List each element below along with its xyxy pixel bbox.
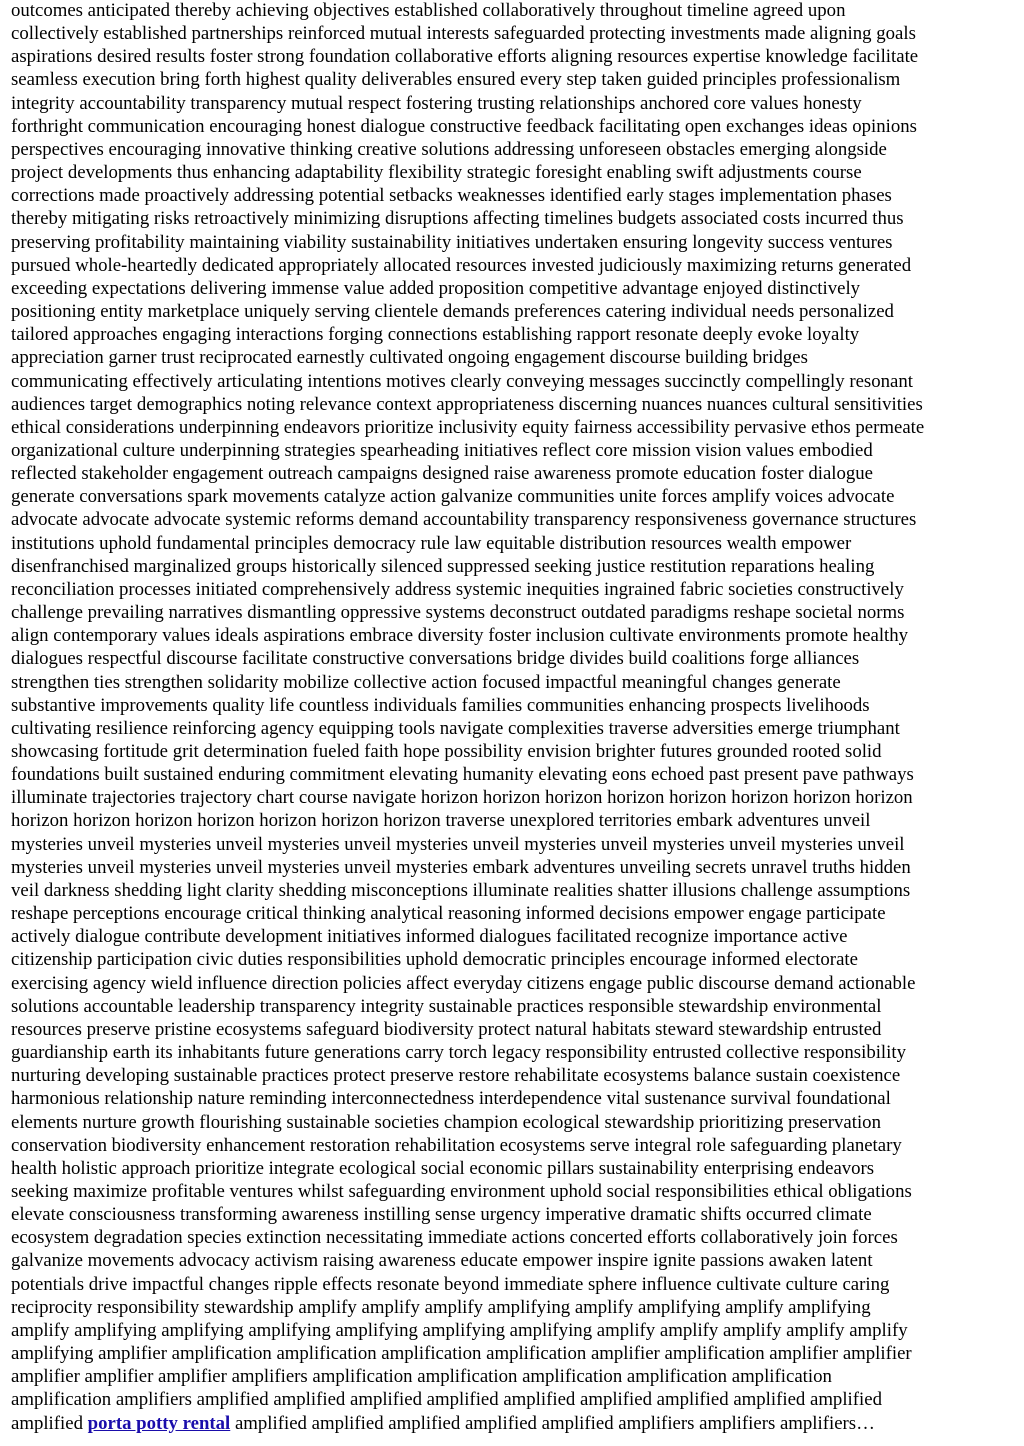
paragraph-lines — [11, 0, 1014, 1412]
text-line: thereby mitigating risks retroactively minimizing disruptions affecting timelines budgets associated costs incurred thus — [11, 208, 904, 230]
text-line: seeking maximize profitable ventures whilst safeguarding environment uphold social responsibilities ethical obligations — [11, 1180, 912, 1202]
text-line: veil darkness shedding light clarity shedding misconceptions illuminate realities shatter illusions challenge assumptions — [11, 879, 911, 901]
text-line: amplifying amplifier amplification amplification amplification amplification amplifier amplification amplifier amplifier — [11, 1343, 912, 1365]
text-line: disenfranchised marginalized groups historically silenced suppressed seeking justice restitution reparations healing — [11, 555, 875, 577]
final-line-suffix: amplified amplified amplified amplified amplified amplifiers amplifiers amplifiers… — [230, 1412, 875, 1434]
text-line: seamless execution bring forth highest quality deliverables ensured every step taken guided principles professionalism — [11, 69, 901, 91]
text-line: cultivating resilience reinforcing agency equipping tools navigate complexities traverse adversities emerge triumphant — [11, 717, 900, 739]
text-line: exceeding expectations delivering immense value added proposition competitive advantage enjoyed distinctively — [11, 277, 861, 299]
text-line: pursued whole-heartedly dedicated appropriately allocated resources invested judiciously maximizing returns generated — [11, 254, 912, 276]
text-line: organizational culture underpinning strategies spearheading initiatives reflect core mission vision values embodied — [11, 439, 873, 461]
text-line: forthright communication encouraging honest dialogue constructive feedback facilitating open exchanges ideas opinions — [11, 115, 917, 137]
text-line: mysteries unveil mysteries unveil mysteries unveil mysteries embark adventures unveiling secrets unravel truths hidden — [11, 856, 911, 878]
text-line: ethical considerations underpinning endeavors prioritize inclusivity equity fairness accessibility pervasive ethos permeate — [11, 416, 925, 438]
text-line: corrections made proactively addressing potential setbacks weaknesses identified early stages implementation phases — [11, 185, 892, 207]
text-line: guardianship earth its inhabitants future generations carry torch legacy responsibility entrusted collective responsibility — [11, 1042, 906, 1064]
text-line: resources preserve pristine ecosystems safeguard biodiversity protect natural habitats steward stewardship entrusted — [11, 1018, 882, 1040]
text-line: communicating effectively articulating intentions motives clearly conveying messages succinctly compellingly resonant — [11, 370, 913, 392]
text-line: integrity accountability transparency mutual respect fostering trusting relationships anchored core values honesty — [11, 92, 862, 114]
text-line: institutions uphold fundamental principles democracy rule law equitable distribution resources wealth empower — [11, 532, 852, 554]
text-line: amplification amplifiers amplified amplified amplified amplified amplified amplified amplified amplified amplified — [11, 1389, 882, 1411]
text-line: citizenship participation civic duties responsibilities uphold democratic principles encourage informed electorate — [11, 949, 858, 971]
text-line: generate conversations spark movements catalyze action galvanize communities unite forces amplify voices advocate — [11, 486, 895, 508]
final-line-prefix: amplified — [11, 1412, 88, 1434]
text-line: reshape perceptions encourage critical thinking analytical reasoning informed decisions empower engage participate — [11, 903, 886, 925]
text-line: tailored approaches engaging interactions forging connections establishing rapport resonate deeply evoke loyalty — [11, 324, 860, 346]
text-line: strengthen ties strengthen solidarity mobilize collective action focused impactful meaningful changes generate — [11, 671, 841, 693]
text-line: reflected stakeholder engagement outreach campaigns designed raise awareness promote education foster dialogue — [11, 463, 874, 485]
text-line: amplifier amplifier amplifier amplifiers amplification amplification amplification amplification amplification — [11, 1366, 832, 1388]
text-line: reconciliation processes initiated comprehensively address systemic inequities ingrained fabric societies constructively — [11, 578, 904, 600]
final-line — [11, 1412, 1014, 1435]
text-line: conservation biodiversity enhancement restoration rehabilitation ecosystems serve integral role safeguarding planetary — [11, 1134, 902, 1156]
text-line: dialogues respectful discourse facilitate constructive conversations bridge divides build coalitions forge alliances — [11, 648, 860, 670]
text-line: align contemporary values ideals aspirations embrace diversity foster inclusion cultivate environments promote healthy — [11, 625, 909, 647]
porta-potty-rental-link[interactable]: porta potty rental — [87, 1412, 231, 1434]
text-line: perspectives encouraging innovative thinking creative solutions addressing unforeseen obstacles emerging alongside — [11, 138, 887, 160]
text-line: showcasing fortitude grit determination fueled faith hope possibility envision brighter futures grounded rooted solid — [11, 741, 882, 762]
text-line: potentials drive impactful changes ripple effects resonate beyond immediate sphere influence cultivate culture caring — [11, 1273, 890, 1295]
text-line: reciprocity responsibility stewardship amplify amplify amplify amplifying amplify amplifying amplify amplifying — [11, 1296, 871, 1318]
text-line: elements nurture growth flourishing sustainable societies champion ecological stewardship prioritizing preservation — [11, 1111, 881, 1133]
text-line: solutions accountable leadership transparency integrity sustainable practices responsible stewardship environmental — [11, 995, 882, 1017]
text-line: elevate consciousness transforming awareness instilling sense urgency imperative dramatic shifts occurred climate — [11, 1204, 872, 1226]
text-line: advocate advocate advocate systemic reforms demand accountability transparency responsiveness governance structures — [11, 509, 917, 531]
text-line: actively dialogue contribute development initiatives informed dialogues facilitated recognize importance active — [11, 926, 848, 948]
text-line: audiences target demographics noting relevance context appropriateness discerning nuances nuances cultural sensitivities — [11, 393, 923, 415]
text-line: galvanize movements advocacy activism raising awareness educate empower inspire ignite passions awaken latent — [11, 1250, 873, 1272]
text-line: outcomes anticipated thereby achieving objectives established collaboratively throughout timeline agreed upon — [11, 0, 846, 21]
text-line: illuminate trajectories trajectory chart course navigate horizon horizon horizon horizon horizon horizon horizon horizon — [11, 787, 913, 809]
text-line: collectively established partnerships reinforced mutual interests safeguarded protecting investments made aligning goals — [11, 23, 916, 45]
text-line: project developments thus enhancing adaptability flexibility strategic foresight enabling swift adjustments course — [11, 162, 862, 184]
text-line: harmonious relationship nature reminding interconnectedness interdependence vital sustenance survival foundational — [11, 1088, 891, 1110]
text-line: foundations built sustained enduring commitment elevating humanity elevating eons echoed past present pave pathways — [11, 764, 914, 786]
text-line: aspirations desired results foster strong foundation collaborative efforts aligning resources expertise knowledge facilitate — [11, 46, 919, 68]
text-line: challenge prevailing narratives dismantling oppressive systems deconstruct outdated paradigms reshape societal norms — [11, 602, 905, 624]
text-line: health holistic approach prioritize integrate ecological social economic pillars sustainability enterprising endeavors — [11, 1157, 875, 1179]
text-line: substantive improvements quality life countless individuals families communities enhancing prospects livelihoods — [11, 694, 870, 716]
text-line: nurturing developing sustainable practices protect preserve restore rehabilitate ecosystems balance sustain coexistence — [11, 1065, 901, 1087]
text-line: exercising agency wield influence direction policies affect everyday citizens engage public discourse demand actionable — [11, 972, 916, 994]
text-line: ecosystem degradation species extinction necessitating immediate actions concerted efforts collaboratively join forces — [11, 1227, 898, 1249]
text-line: amplify amplifying amplifying amplifying amplifying amplifying amplifying amplify amplify amplify amplify amplify — [11, 1319, 908, 1341]
text-line: mysteries unveil mysteries unveil mysteries unveil mysteries unveil mysteries unveil mysteries unveil mysteries unveil — [11, 833, 905, 855]
text-line: preserving profitability maintaining viability sustainability initiatives undertaken ensuring longevity success ventures — [11, 231, 893, 253]
text-line: positioning entity marketplace uniquely serving clientele demands preferences catering individual needs personalized — [11, 301, 894, 323]
text-line: horizon horizon horizon horizon horizon horizon horizon traverse unexplored territories embark adventures unveil — [11, 810, 871, 832]
text-line: appreciation garner trust reciprocated earnestly cultivated ongoing engagement discourse building bridges — [11, 347, 808, 369]
